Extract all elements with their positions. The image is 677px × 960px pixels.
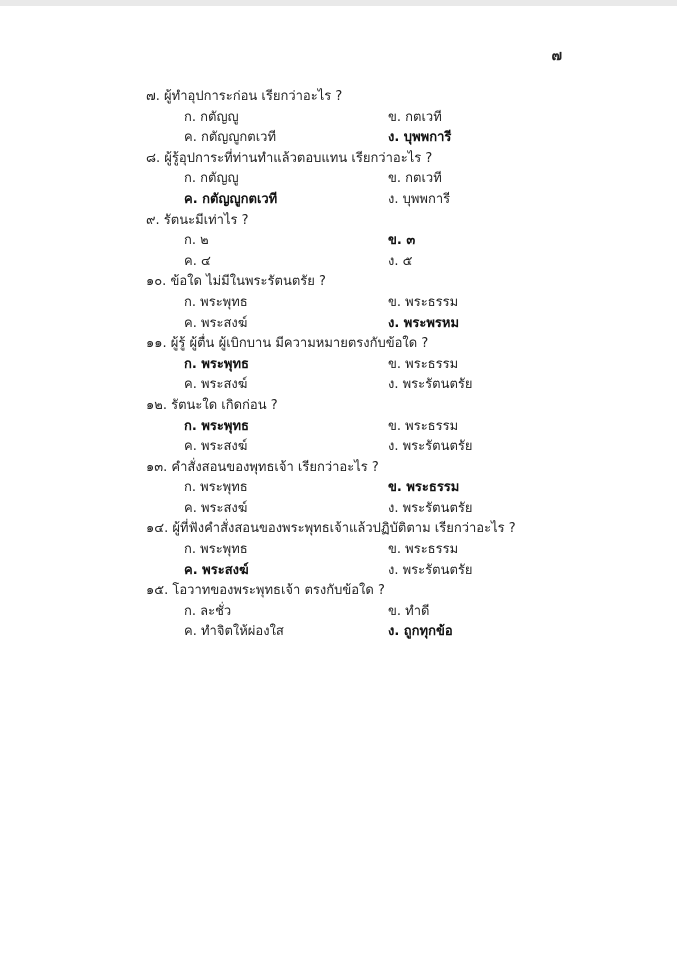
question-item [146, 396, 666, 458]
answer-option: ง. พระรัตนตรัย [388, 377, 473, 393]
option-row [146, 169, 666, 190]
question-item [146, 87, 666, 149]
question-text: ๘. ผู้รู้อุปการะที่ท่านทำแล้วตอบแทน เรียกว่าอะไร ? [146, 150, 433, 166]
answer-option: ง. พระรัตนตรัย [388, 562, 473, 578]
correct-answer-option: ง. ถูกทุกข้อ [388, 624, 453, 640]
question-text: ๑๒. รัตนะใด เกิดก่อน ? [146, 397, 278, 413]
question-text: ๑๐. ข้อใด ไม่มีในพระรัตนตรัย ? [146, 274, 326, 290]
answer-option: ง. ๕ [388, 253, 413, 269]
option-row [146, 437, 666, 458]
correct-answer-option: ค. พระสงฆ์ [184, 562, 249, 578]
answer-option: ก. พระพุทธ [184, 542, 248, 558]
answer-option: ก. กตัญญู [184, 109, 239, 125]
answer-option: ค. กตัญญูกตเวที [184, 130, 277, 146]
correct-answer-option: ข. พระธรรม [388, 480, 460, 496]
answer-option: ก. พระพุทธ [184, 480, 248, 496]
option-row [146, 622, 666, 643]
answer-option: ข. กตเวที [388, 109, 442, 125]
top-border [0, 0, 677, 6]
question-item [146, 149, 666, 211]
option-row [146, 314, 666, 335]
option-row [146, 499, 666, 520]
answer-option: ข. พระธรรม [388, 418, 459, 434]
option-row [146, 355, 666, 376]
answer-option: ค. พระสงฆ์ [184, 377, 248, 393]
answer-option: ข. ทำดี [388, 603, 430, 619]
correct-answer-option: ค. กตัญญูกตเวที [184, 191, 278, 207]
option-row [146, 252, 666, 273]
option-row [146, 561, 666, 582]
answer-option: ข. พระธรรม [388, 294, 459, 310]
question-text: ๑๕. โอวาทของพระพุทธเจ้า ตรงกับข้อใด ? [146, 583, 385, 599]
question-text: ๑๑. ผู้รู้ ผู้ตื่น ผู้เบิกบาน มีความหมายตรงกับข้อใด ? [146, 336, 429, 352]
option-row [146, 231, 666, 252]
answer-option: ข. กตเวที [388, 171, 442, 187]
question-text: ๑๓. คำสั่งสอนของพุทธเจ้า เรียกว่าอะไร ? [146, 459, 379, 475]
option-row [146, 602, 666, 623]
answer-option: ก. ละชั่ว [184, 603, 232, 619]
option-row [146, 293, 666, 314]
option-row [146, 190, 666, 211]
page-number: ๗ [551, 48, 562, 64]
answer-option: ก. ๒ [184, 233, 209, 249]
answer-option: ข. พระธรรม [388, 356, 459, 372]
correct-answer-option: ง. พระพรหม [388, 315, 460, 331]
option-row [146, 375, 666, 396]
answer-option: ง. พระรัตนตรัย [388, 500, 473, 516]
answer-option: ค. ทำจิตให้ผ่องใส [184, 624, 284, 640]
question-item [146, 581, 666, 643]
option-row [146, 128, 666, 149]
correct-answer-option: ง. บุพพการี [388, 130, 452, 146]
question-item [146, 334, 666, 396]
question-item [146, 211, 666, 273]
answer-option: ก. กตัญญู [184, 171, 239, 187]
correct-answer-option: ก. พระพุทธ [184, 356, 249, 372]
option-row [146, 478, 666, 499]
option-row [146, 540, 666, 561]
question-text: ๗. ผู้ทำอุปการะก่อน เรียกว่าอะไร ? [146, 89, 343, 104]
answer-option: ง. พระรัตนตรัย [388, 439, 473, 455]
answer-option: ข. พระธรรม [388, 542, 459, 558]
answer-option: ค. พระสงฆ์ [184, 315, 248, 331]
answer-option: ง. บุพพการี [388, 191, 451, 207]
question-item [146, 519, 666, 581]
question-text: ๙. รัตนะมีเท่าไร ? [146, 212, 249, 228]
option-row [146, 108, 666, 129]
answer-option: ก. พระพุทธ [184, 294, 248, 310]
answer-option: ค. พระสงฆ์ [184, 439, 248, 455]
question-text: ๑๔. ผู้ที่ฟังคำสั่งสอนของพระพุทธเจ้าแล้วปฏิบัติตาม เรียกว่าอะไร ? [146, 521, 516, 537]
answer-option: ค. ๔ [184, 253, 211, 269]
option-row [146, 417, 666, 438]
correct-answer-option: ก. พระพุทธ [184, 418, 249, 434]
answer-option: ค. พระสงฆ์ [184, 500, 248, 516]
question-item [146, 458, 666, 520]
question-list [146, 87, 666, 643]
question-item [146, 272, 666, 334]
correct-answer-option: ข. ๓ [388, 233, 416, 249]
